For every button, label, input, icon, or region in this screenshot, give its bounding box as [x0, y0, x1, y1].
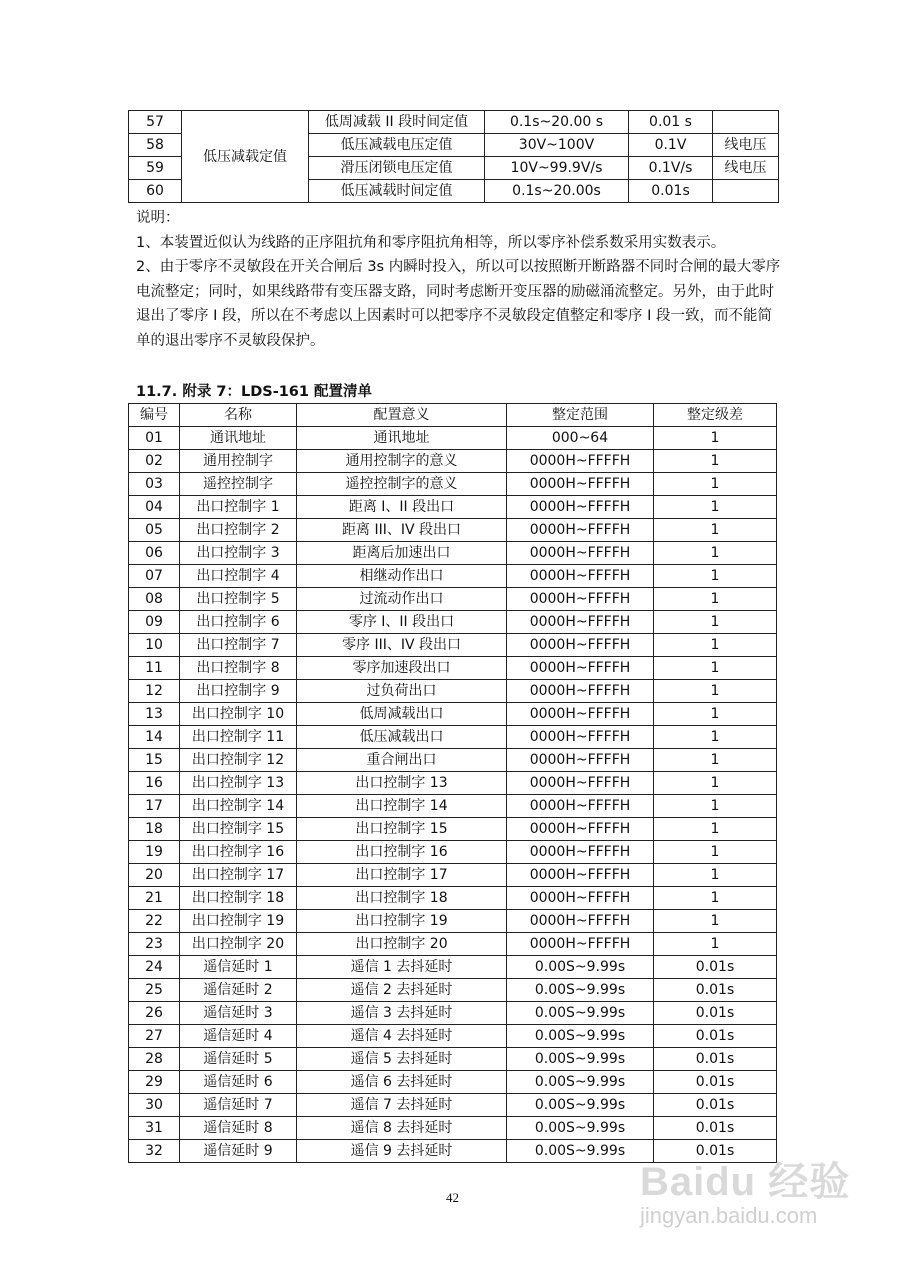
table-row — [129, 519, 777, 542]
row-number: 32 — [129, 1140, 180, 1163]
header-meaning: 配置意义 — [297, 404, 507, 427]
row-number: 08 — [129, 588, 180, 611]
config-meaning: 出口控制字 18 — [297, 887, 507, 910]
config-table — [128, 403, 777, 1163]
config-name: 出口控制字 19 — [180, 910, 297, 933]
config-step: 1 — [654, 772, 777, 795]
config-step: 1 — [654, 588, 777, 611]
settings-table-top — [128, 110, 779, 203]
table-row — [129, 1071, 777, 1094]
config-step: 1 — [654, 910, 777, 933]
config-step: 1 — [654, 818, 777, 841]
table-row — [129, 772, 777, 795]
config-meaning: 零序加速段出口 — [297, 657, 507, 680]
row-number: 27 — [129, 1025, 180, 1048]
table-row — [129, 473, 777, 496]
config-range: 0000H~FFFFH — [507, 726, 654, 749]
setting-note — [713, 111, 779, 134]
config-step: 0.01s — [654, 956, 777, 979]
table-row — [129, 1025, 777, 1048]
table-row — [129, 542, 777, 565]
header-name: 名称 — [180, 404, 297, 427]
setting-note — [713, 180, 779, 203]
config-step: 0.01s — [654, 979, 777, 1002]
config-meaning: 出口控制字 13 — [297, 772, 507, 795]
config-range: 0000H~FFFFH — [507, 680, 654, 703]
setting-name: 滑压闭锁电压定值 — [309, 157, 485, 180]
row-number: 60 — [129, 180, 182, 203]
row-number: 11 — [129, 657, 180, 680]
config-name: 出口控制字 13 — [180, 772, 297, 795]
config-range: 0.00S~9.99s — [507, 1048, 654, 1071]
config-step: 1 — [654, 795, 777, 818]
config-name: 出口控制字 1 — [180, 496, 297, 519]
config-meaning: 距离 III、IV 段出口 — [297, 519, 507, 542]
config-name: 遥信延时 7 — [180, 1094, 297, 1117]
table-row — [129, 749, 777, 772]
config-range: 0000H~FFFFH — [507, 588, 654, 611]
config-meaning: 出口控制字 15 — [297, 818, 507, 841]
config-step: 0.01s — [654, 1071, 777, 1094]
config-meaning: 遥信 3 去抖延时 — [297, 1002, 507, 1025]
config-table-header-row — [129, 404, 777, 427]
row-number: 31 — [129, 1117, 180, 1140]
config-name: 遥信延时 2 — [180, 979, 297, 1002]
table-row — [129, 427, 777, 450]
row-number: 05 — [129, 519, 180, 542]
config-range: 0.00S~9.99s — [507, 1071, 654, 1094]
setting-step: 0.01 s — [629, 111, 713, 134]
config-name: 出口控制字 4 — [180, 565, 297, 588]
table-row — [129, 703, 777, 726]
config-meaning: 通讯地址 — [297, 427, 507, 450]
config-name: 出口控制字 6 — [180, 611, 297, 634]
row-number: 13 — [129, 703, 180, 726]
config-range: 0000H~FFFFH — [507, 565, 654, 588]
config-step: 1 — [654, 542, 777, 565]
table-row — [129, 657, 777, 680]
setting-note: 线电压 — [713, 134, 779, 157]
table-row — [129, 910, 777, 933]
config-range: 0000H~FFFFH — [507, 795, 654, 818]
config-step: 1 — [654, 703, 777, 726]
config-range: 0.00S~9.99s — [507, 979, 654, 1002]
config-range: 0000H~FFFFH — [507, 542, 654, 565]
config-range: 0000H~FFFFH — [507, 864, 654, 887]
table-row — [129, 818, 777, 841]
table-row — [129, 565, 777, 588]
config-meaning: 低压减载出口 — [297, 726, 507, 749]
config-step: 0.01s — [654, 1094, 777, 1117]
config-name: 遥信延时 6 — [180, 1071, 297, 1094]
config-step: 1 — [654, 887, 777, 910]
config-range: 0.00S~9.99s — [507, 956, 654, 979]
config-range: 0000H~FFFFH — [507, 611, 654, 634]
config-meaning: 遥信 5 去抖延时 — [297, 1048, 507, 1071]
table-row — [129, 588, 777, 611]
group-label-cell: 低压减载定值 — [182, 111, 309, 203]
config-name: 出口控制字 18 — [180, 887, 297, 910]
row-number: 20 — [129, 864, 180, 887]
config-name: 出口控制字 17 — [180, 864, 297, 887]
table-row — [129, 979, 777, 1002]
config-step: 1 — [654, 841, 777, 864]
config-range: 0000H~FFFFH — [507, 910, 654, 933]
header-range: 整定范围 — [507, 404, 654, 427]
config-meaning: 遥信 4 去抖延时 — [297, 1025, 507, 1048]
config-range: 0000H~FFFFH — [507, 818, 654, 841]
table-row — [129, 1002, 777, 1025]
setting-name: 低周减载 II 段时间定值 — [309, 111, 485, 134]
table-row — [129, 887, 777, 910]
notes-heading: 说明： — [136, 210, 180, 226]
config-range: 0000H~FFFFH — [507, 473, 654, 496]
row-number: 28 — [129, 1048, 180, 1071]
config-name: 遥信延时 8 — [180, 1117, 297, 1140]
table-row — [129, 634, 777, 657]
config-step: 1 — [654, 864, 777, 887]
setting-range: 10V~99.9V/s — [485, 157, 629, 180]
config-name: 出口控制字 10 — [180, 703, 297, 726]
config-step: 1 — [654, 473, 777, 496]
config-meaning: 过负荷出口 — [297, 680, 507, 703]
config-range: 0000H~FFFFH — [507, 887, 654, 910]
table-row — [129, 1048, 777, 1071]
config-name: 遥控控制字 — [180, 473, 297, 496]
config-range: 0.00S~9.99s — [507, 1140, 654, 1163]
config-meaning: 遥信 1 去抖延时 — [297, 956, 507, 979]
config-step: 0.01s — [654, 1002, 777, 1025]
config-meaning: 距离 I、II 段出口 — [297, 496, 507, 519]
config-range: 0000H~FFFFH — [507, 496, 654, 519]
config-range: 0.00S~9.99s — [507, 1025, 654, 1048]
config-meaning: 出口控制字 17 — [297, 864, 507, 887]
config-step: 1 — [654, 680, 777, 703]
config-step: 0.01s — [654, 1117, 777, 1140]
config-name: 出口控制字 9 — [180, 680, 297, 703]
config-meaning: 遥信 9 去抖延时 — [297, 1140, 507, 1163]
config-meaning: 零序 III、IV 段出口 — [297, 634, 507, 657]
notes-paragraph-1: 1、本装置近似认为线路的正序阻抗角和零序阻抗角相等，所以零序补偿系数采用实数表示。 — [136, 234, 726, 251]
config-range: 0000H~FFFFH — [507, 772, 654, 795]
table-row — [129, 611, 777, 634]
table-row — [129, 726, 777, 749]
config-name: 出口控制字 2 — [180, 519, 297, 542]
config-meaning: 过流动作出口 — [297, 588, 507, 611]
config-step: 1 — [654, 726, 777, 749]
config-step: 1 — [654, 519, 777, 542]
config-name: 出口控制字 16 — [180, 841, 297, 864]
table-row — [129, 1117, 777, 1140]
config-range: 0000H~FFFFH — [507, 933, 654, 956]
config-range: 0000H~FFFFH — [507, 841, 654, 864]
baidu-jingyan-watermark — [640, 1150, 890, 1260]
row-number: 01 — [129, 427, 180, 450]
config-name: 通讯地址 — [180, 427, 297, 450]
setting-range: 30V~100V — [485, 134, 629, 157]
row-number: 26 — [129, 1002, 180, 1025]
config-step: 1 — [654, 450, 777, 473]
config-range: 0000H~FFFFH — [507, 703, 654, 726]
config-name: 出口控制字 20 — [180, 933, 297, 956]
config-name: 出口控制字 12 — [180, 749, 297, 772]
config-step: 1 — [654, 496, 777, 519]
header-number: 编号 — [129, 404, 180, 427]
row-number: 12 — [129, 680, 180, 703]
config-name: 遥信延时 3 — [180, 1002, 297, 1025]
config-step: 1 — [654, 611, 777, 634]
config-meaning: 出口控制字 16 — [297, 841, 507, 864]
row-number: 23 — [129, 933, 180, 956]
row-number: 03 — [129, 473, 180, 496]
watermark-url: jingyan.baidu.com — [640, 1203, 818, 1228]
config-range: 0000H~FFFFH — [507, 657, 654, 680]
config-step: 0.01s — [654, 1048, 777, 1071]
config-name: 出口控制字 5 — [180, 588, 297, 611]
row-number: 21 — [129, 887, 180, 910]
config-range: 0000H~FFFFH — [507, 634, 654, 657]
config-name: 出口控制字 14 — [180, 795, 297, 818]
config-name: 出口控制字 15 — [180, 818, 297, 841]
config-meaning: 重合闸出口 — [297, 749, 507, 772]
header-step: 整定级差 — [654, 404, 777, 427]
row-number: 04 — [129, 496, 180, 519]
setting-note: 线电压 — [713, 157, 779, 180]
row-number: 29 — [129, 1071, 180, 1094]
config-range: 0.00S~9.99s — [507, 1117, 654, 1140]
row-number: 22 — [129, 910, 180, 933]
notes-section — [136, 206, 786, 353]
config-range: 0.00S~9.99s — [507, 1002, 654, 1025]
config-range: 0000H~FFFFH — [507, 749, 654, 772]
table-row — [129, 496, 777, 519]
row-number: 58 — [129, 134, 182, 157]
row-number: 18 — [129, 818, 180, 841]
row-number: 07 — [129, 565, 180, 588]
row-number: 19 — [129, 841, 180, 864]
config-name: 遥信延时 9 — [180, 1140, 297, 1163]
config-meaning: 遥信 2 去抖延时 — [297, 979, 507, 1002]
config-step: 1 — [654, 657, 777, 680]
table-row — [129, 956, 777, 979]
config-meaning: 距离后加速出口 — [297, 542, 507, 565]
row-number: 17 — [129, 795, 180, 818]
config-step: 1 — [654, 749, 777, 772]
table-row — [129, 841, 777, 864]
row-number: 02 — [129, 450, 180, 473]
config-meaning: 遥信 7 去抖延时 — [297, 1094, 507, 1117]
config-name: 出口控制字 8 — [180, 657, 297, 680]
config-meaning: 出口控制字 14 — [297, 795, 507, 818]
config-name: 通用控制字 — [180, 450, 297, 473]
row-number: 16 — [129, 772, 180, 795]
config-range: 0000H~FFFFH — [507, 450, 654, 473]
config-meaning: 低周减载出口 — [297, 703, 507, 726]
config-step: 0.01s — [654, 1025, 777, 1048]
setting-name: 低压减载电压定值 — [309, 134, 485, 157]
setting-name: 低压减载时间定值 — [309, 180, 485, 203]
config-step: 0.01s — [654, 1140, 777, 1163]
page-number: 42 — [446, 1190, 459, 1205]
config-meaning: 遥控控制字的意义 — [297, 473, 507, 496]
table-row — [129, 1094, 777, 1117]
setting-range: 0.1s~20.00 s — [485, 111, 629, 134]
config-name: 出口控制字 7 — [180, 634, 297, 657]
config-name: 遥信延时 4 — [180, 1025, 297, 1048]
config-name: 遥信延时 5 — [180, 1048, 297, 1071]
row-number: 24 — [129, 956, 180, 979]
config-range: 0000H~FFFFH — [507, 519, 654, 542]
row-number: 06 — [129, 542, 180, 565]
config-meaning: 通用控制字的意义 — [297, 450, 507, 473]
table-row — [129, 680, 777, 703]
config-range: 000~64 — [507, 427, 654, 450]
table-row — [129, 795, 777, 818]
config-name: 出口控制字 11 — [180, 726, 297, 749]
config-meaning: 相继动作出口 — [297, 565, 507, 588]
watermark-logo: Baidu 经验 — [640, 1160, 851, 1204]
table-row — [129, 864, 777, 887]
row-number: 59 — [129, 157, 182, 180]
config-range: 0.00S~9.99s — [507, 1094, 654, 1117]
config-name: 遥信延时 1 — [180, 956, 297, 979]
table-row — [129, 933, 777, 956]
row-number: 25 — [129, 979, 180, 1002]
setting-step: 0.01s — [629, 180, 713, 203]
row-number: 15 — [129, 749, 180, 772]
table-row — [129, 111, 779, 134]
config-step: 1 — [654, 634, 777, 657]
config-name: 出口控制字 3 — [180, 542, 297, 565]
setting-step: 0.1V/s — [629, 157, 713, 180]
notes-paragraph-2: 2、由于零序不灵敏段在开关合闸后 3s 内瞬时投入，所以可以按照断开断路器不同时合闸的最大零序电流整定；同时，如果线路带有变压器支路，同时考虑断开变压器的励磁涌流整定。另外，由于此时退出了零序 I 段，所以在不考虑以上因素时可以把零序不灵敏段定值整定和零序 I 段一致，而不能简单的退出零序不灵敏段保护。 — [136, 259, 781, 349]
row-number: 30 — [129, 1094, 180, 1117]
row-number: 14 — [129, 726, 180, 749]
row-number: 10 — [129, 634, 180, 657]
config-meaning: 出口控制字 19 — [297, 910, 507, 933]
config-step: 1 — [654, 427, 777, 450]
config-meaning: 遥信 6 去抖延时 — [297, 1071, 507, 1094]
config-step: 1 — [654, 565, 777, 588]
section-title: 11.7. 附录 7：LDS-161 配置清单 — [136, 384, 373, 400]
config-meaning: 遥信 8 去抖延时 — [297, 1117, 507, 1140]
config-step: 1 — [654, 933, 777, 956]
table-row — [129, 450, 777, 473]
config-meaning: 出口控制字 20 — [297, 933, 507, 956]
row-number: 09 — [129, 611, 180, 634]
setting-range: 0.1s~20.00s — [485, 180, 629, 203]
config-meaning: 零序 I、II 段出口 — [297, 611, 507, 634]
row-number: 57 — [129, 111, 182, 134]
setting-step: 0.1V — [629, 134, 713, 157]
